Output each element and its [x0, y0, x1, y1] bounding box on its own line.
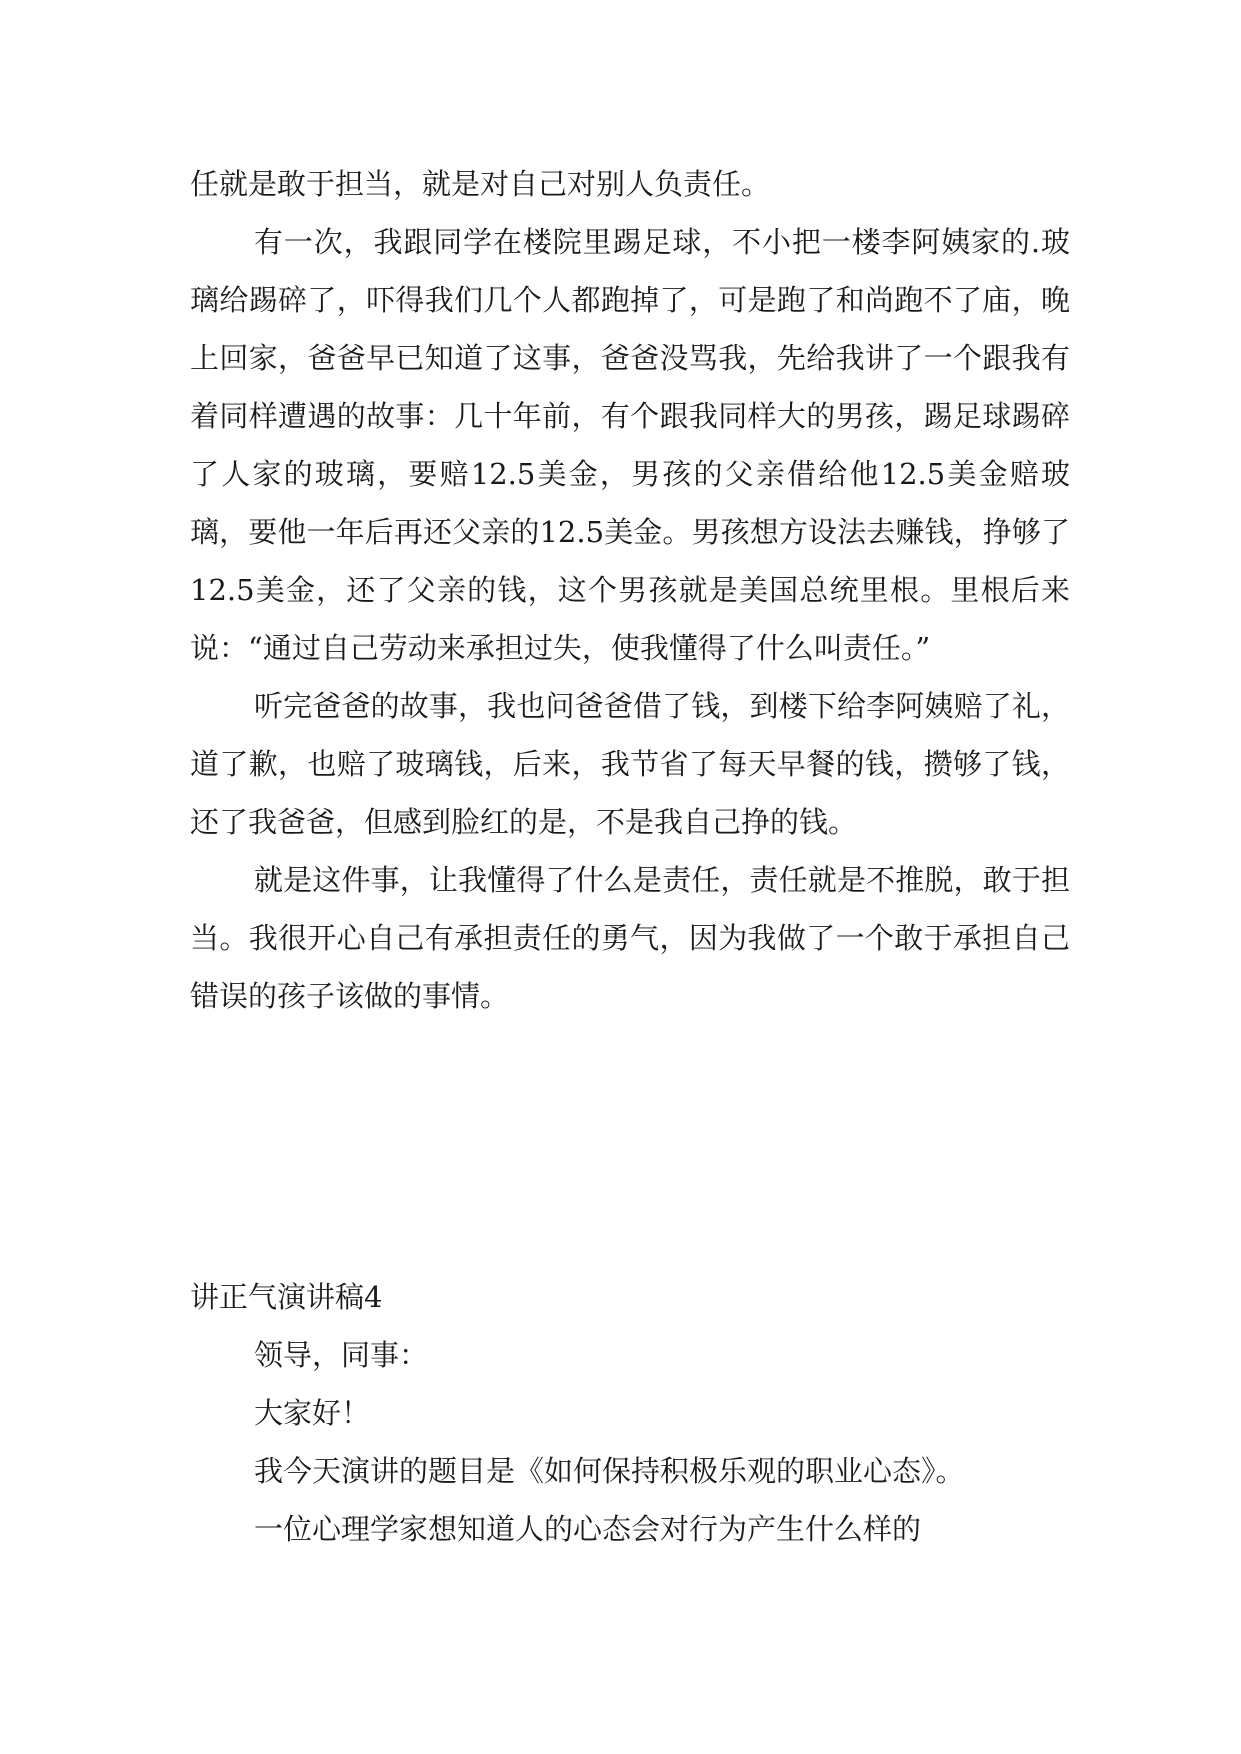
- paragraph-story: 有一次，我跟同学在楼院里踢足球，不小把一楼李阿姨家的.玻璃给踢碎了，吓得我们几个人都跑掉了，可是跑了和尚跑不了庙，晚上回家，爸爸早已知道了这事，爸爸没骂我，先给我讲了一个跟我有着同样遭遇的故事：几十年前，有个跟我同样大的男孩，踢足球踢碎了人家的玻璃，要赔12.5美金，男孩的父亲借给他12.5美金赔玻璃，要他一年后再还父亲的12.5美金。男孩想方设法去赚钱，挣够了12.5美金，还了父亲的钱，这个男孩就是美国总统里根。里根后来说：“通过自己劳动来承担过失，使我懂得了什么叫责任。”: [190, 225, 1070, 665]
- speech-section: [190, 1268, 1070, 1558]
- paragraph-conclusion: 就是这件事，让我懂得了什么是责任，责任就是不推脱，敢于担当。我很开心自己有承担责任的勇气，因为我做了一个敢于承担自己错误的孩子该做的事情。: [190, 863, 1070, 1013]
- greeting-line: 大家好！: [254, 1396, 371, 1430]
- section-heading: 讲正气演讲稿4: [190, 1280, 383, 1314]
- salutation-line: 领导，同事：: [254, 1338, 429, 1372]
- topic-line: 我今天演讲的题目是《如何保持积极乐观的职业心态》。: [254, 1454, 965, 1488]
- paragraph-continuation: 任就是敢于担当，就是对自己对别人负责任。: [190, 167, 771, 201]
- paragraph-apology: 听完爸爸的故事，我也问爸爸借了钱，到楼下给李阿姨赔了礼，道了歉，也赔了玻璃钱，后来，我节省了每天早餐的钱，攒够了钱，还了我爸爸，但感到脸红的是，不是我自己挣的钱。: [190, 689, 1070, 839]
- story-section: [190, 155, 1070, 1025]
- opening-line: 一位心理学家想知道人的心态会对行为产生什么样的: [254, 1512, 922, 1546]
